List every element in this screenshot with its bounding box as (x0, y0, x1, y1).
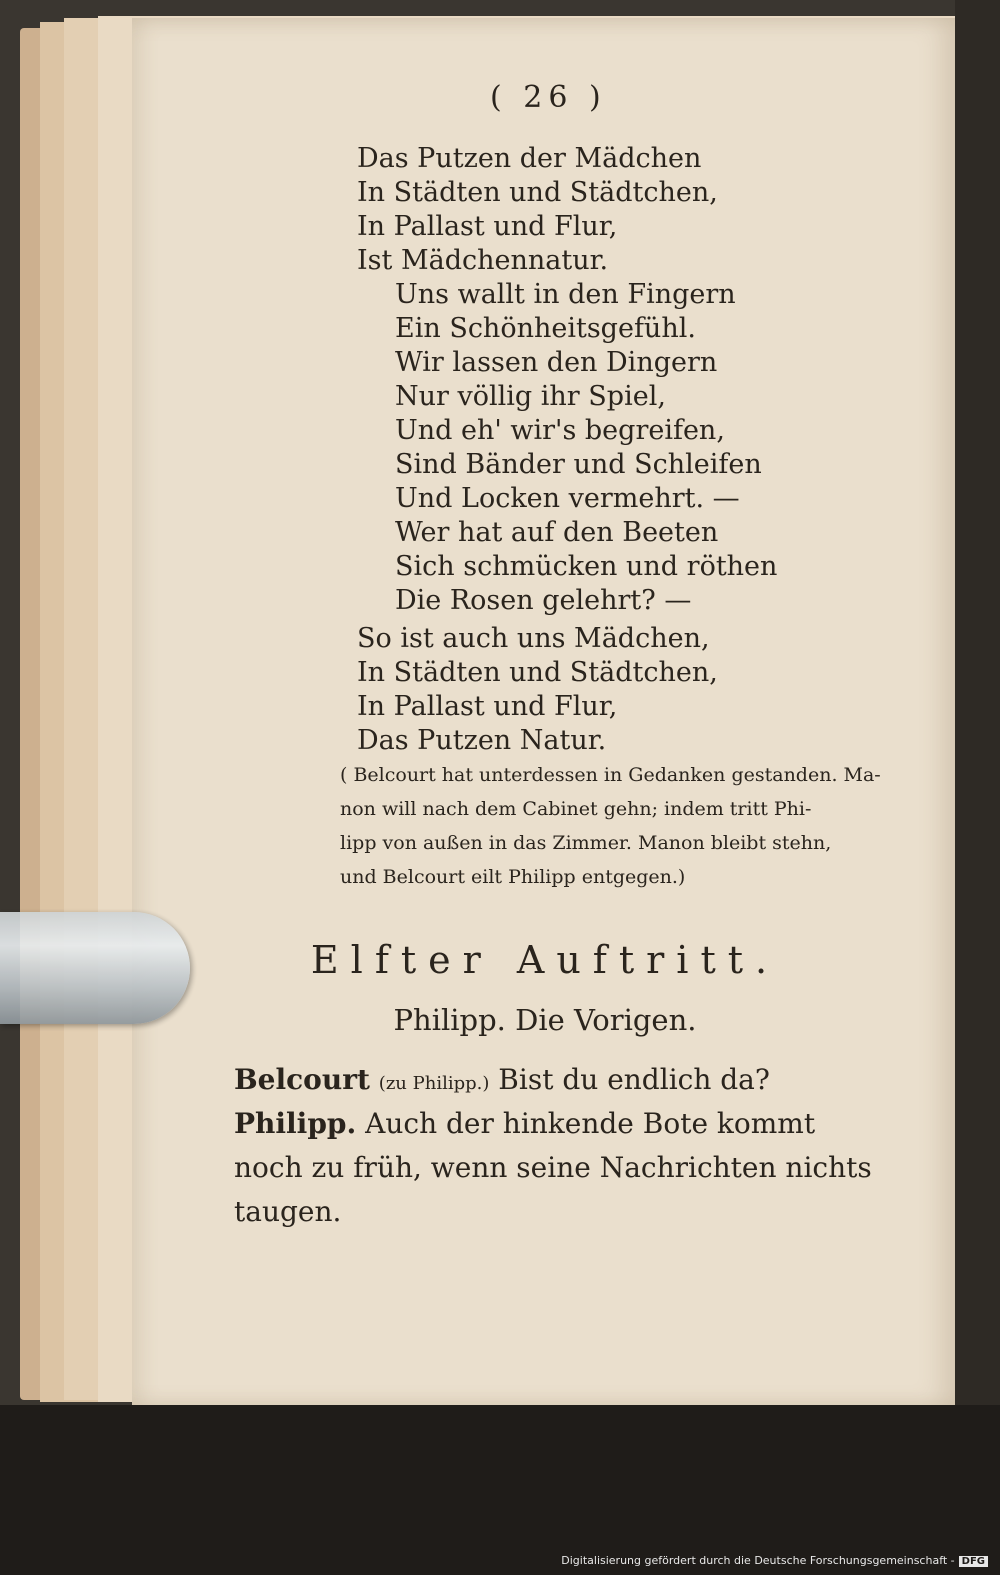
verse-stanza (357, 622, 718, 758)
stage-direction (340, 758, 881, 894)
dialogue-text: Bist du endlich da? (498, 1063, 770, 1096)
verse-line: In Pallast und Flur, (357, 211, 618, 242)
verse-line: Ein Schönheitsgefühl. (395, 313, 696, 344)
dfg-logo: DFG (959, 1556, 988, 1567)
verse-line: Das Putzen Natur. (357, 725, 607, 756)
dialogue-line (234, 1102, 874, 1234)
verse-line: Uns wallt in den Fingern (395, 279, 736, 310)
verse-line: Sich schmücken und röthen (395, 551, 778, 582)
verse-line: So ist auch uns Mädchen, (357, 623, 710, 654)
verse-line: In Pallast und Flur, (357, 691, 618, 722)
verse-line: Nur völlig ihr Spiel, (395, 381, 666, 412)
dialogue-text: Auch der hinkende Bote kommt noch zu früh, wenn seine Nachrichten nichts taugen. (234, 1107, 872, 1228)
stage-direction-line: non will nach dem Cabinet gehn; indem tritt Phi- (340, 798, 812, 820)
verse-line: Sind Bänder und Schleifen (395, 449, 762, 480)
speaker-name: Philipp. (234, 1107, 357, 1140)
digitization-credit (561, 1554, 988, 1567)
stage-direction-line: lipp von außen in das Zimmer. Manon bleibt stehn, (340, 832, 832, 854)
verse-line: Wer hat auf den Beeten (395, 517, 719, 548)
stage-direction-line: ( Belcourt hat unterdessen in Gedanken gestanden. Ma- (340, 764, 881, 786)
verse-line: In Städten und Städtchen, (357, 177, 718, 208)
verse-stanza (395, 278, 762, 516)
verse-line: In Städten und Städtchen, (357, 657, 718, 688)
verse-line: Und eh' wir's begreifen, (395, 415, 725, 446)
stage-aside: (zu Philipp.) (378, 1073, 490, 1094)
verse-line: Ist Mädchennatur. (357, 245, 609, 276)
scene-heading: Elfter Auftritt. (310, 938, 780, 982)
verse-stanza (357, 142, 718, 278)
speaker-name: Belcourt (234, 1063, 370, 1096)
verse-stanza (395, 516, 777, 618)
verse-line: Und Locken vermehrt. — (395, 483, 740, 514)
verse-line: Das Putzen der Mädchen (357, 143, 702, 174)
verse-line: Die Rosen gelehrt? — (395, 585, 692, 616)
scene-characters: Philipp. Die Vorigen. (393, 1003, 697, 1037)
stage-direction-line: und Belcourt eilt Philipp entgegen.) (340, 866, 686, 888)
page-number: ( 26 ) (490, 80, 607, 115)
credit-text: Digitalisierung gefördert durch die Deutsche Forschungsgemeinschaft - (561, 1554, 955, 1567)
dialogue-line (234, 1058, 874, 1106)
verse-line: Wir lassen den Dingern (395, 347, 718, 378)
